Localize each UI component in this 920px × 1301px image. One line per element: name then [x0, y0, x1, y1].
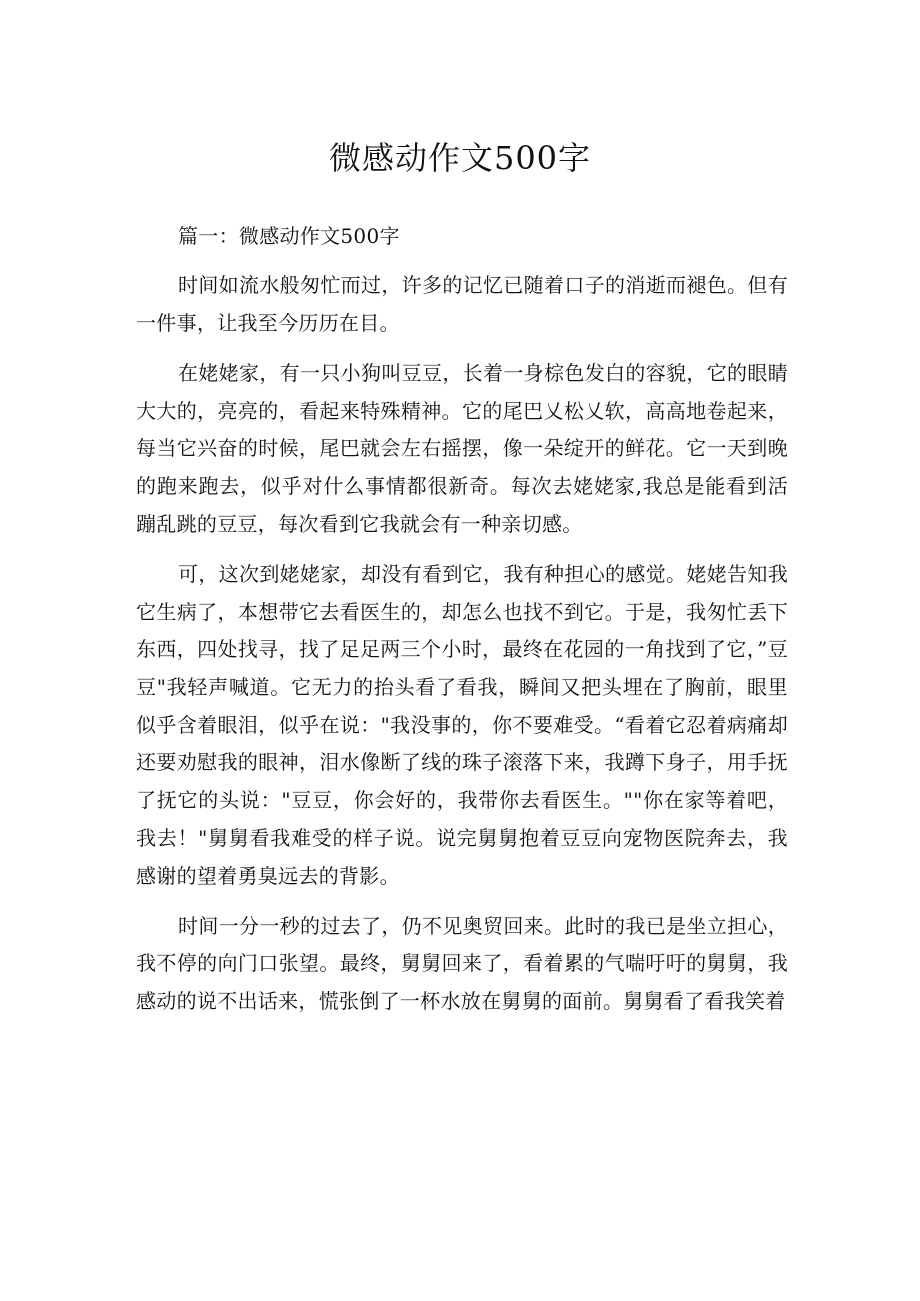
paragraph: 时间如流水般匆忙而过，许多的记忆已随着口子的消逝而褪色。但有一件事，让我至今历历在目。: [136, 273, 788, 335]
section-heading: 篇一：微感动作文500字: [178, 224, 400, 248]
paragraph: 可，这次到姥姥家，却没有看到它，我有种担心的感觉。姥姥告知我它生病了，本想带它去看医生的，却怎么也找不到它。于是，我匆忙丢下东西，四处找寻，找了足足两三个小时，最终在花园的一角找到了它，”豆豆"我轻声喊道。它无力的抬头看了看我，瞬间又把头埋在了胸前，眼里似乎含着眼泪，似乎在说："我没事的，你不要难受。“看着它忍着病痛却还要劝慰我的眼神，泪水像断了线的珠子滚落下来，我蹲下身子，用手抚了抚它的头说："豆豆，你会好的，我带你去看医生。""你在家等着吧，我去！"舅舅看我难受的样子说。说完舅舅抱着豆豆向宠物医院奔去，我感谢的望着勇臭远去的背影。: [136, 561, 788, 888]
paragraph: 在姥姥家，有一只小狗叫豆豆，长着一身棕色发白的容貌，它的眼睛大大的，亮亮的，看起来特殊精神。它的尾巴乂松乂软，高高地卷起来，每当它兴奋的时候，尾巴就会左右摇摆，像一朵绽开的鲜花。它一天到晚的跑来跑去，似乎对什么事情都很新奇。每次去姥姥家,我总是能看到活蹦乱跳的豆豆，每次看到它我就会有一种亲切感。: [136, 360, 788, 536]
paragraph: 时间一分一秒的过去了，仍不见奥贸回来。此时的我已是坐立担心，我不停的向门口张望。最终，舅舅回来了，看着累的气喘吁吁的舅舅，我感动的说不出话来，慌张倒了一杯水放在舅舅的面前。舅舅看了看我笑着: [136, 913, 788, 1014]
page-title: 微感动作文500字: [328, 139, 592, 177]
article-body: [136, 218, 788, 1033]
